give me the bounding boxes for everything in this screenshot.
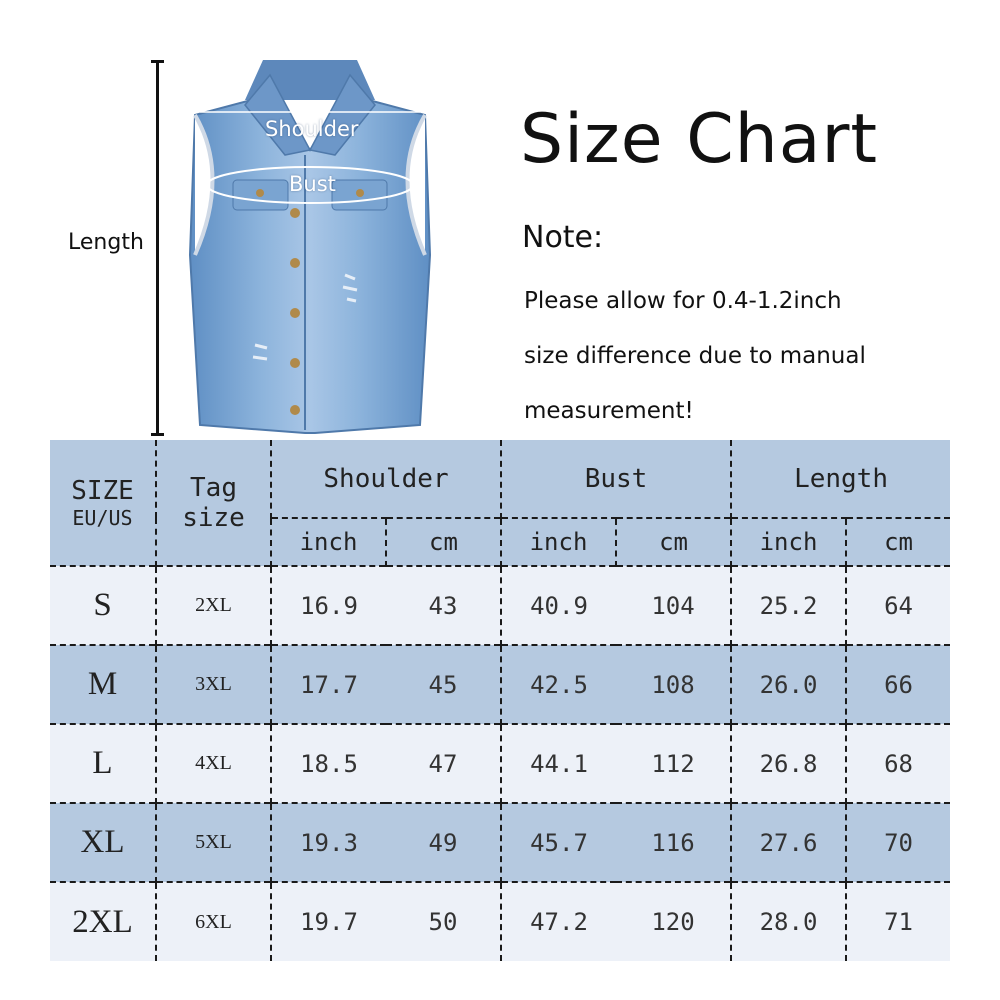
tag-cell: 4XL <box>156 724 271 803</box>
unit-shoulder-cm: cm <box>386 518 501 566</box>
tag-cell: 6XL <box>156 882 271 961</box>
bust-cm-cell: 116 <box>616 803 731 882</box>
length-inch-cell: 28.0 <box>731 882 846 961</box>
length-cm-cell: 68 <box>846 724 950 803</box>
length-inch-cell: 26.0 <box>731 645 846 724</box>
shoulder-inch-cell: 19.7 <box>271 882 386 961</box>
table-row <box>50 566 950 645</box>
tag-cell: 2XL <box>156 566 271 645</box>
bust-label: Bust <box>289 172 336 196</box>
size-cell: L <box>50 724 156 803</box>
shoulder-inch-cell: 16.9 <box>271 566 386 645</box>
length-cm-cell: 70 <box>846 803 950 882</box>
shoulder-cm-cell: 43 <box>386 566 501 645</box>
bust-inch-cell: 44.1 <box>501 724 616 803</box>
tag-header-line2: size <box>182 502 245 533</box>
size-cell: S <box>50 566 156 645</box>
bust-cm-cell: 112 <box>616 724 731 803</box>
tag-cell: 5XL <box>156 803 271 882</box>
bust-inch-cell: 42.5 <box>501 645 616 724</box>
shoulder-cm-cell: 47 <box>386 724 501 803</box>
shoulder-label: Shoulder <box>265 117 359 141</box>
tag-header-line1: Tag <box>190 472 237 503</box>
size-cell: XL <box>50 803 156 882</box>
table-row <box>50 645 950 724</box>
size-header <box>50 440 156 566</box>
length-cm-cell: 71 <box>846 882 950 961</box>
shoulder-header: Shoulder <box>271 440 501 518</box>
shoulder-cm-cell: 50 <box>386 882 501 961</box>
bust-inch-cell: 47.2 <box>501 882 616 961</box>
size-header-line1: SIZE <box>71 475 134 506</box>
note-heading: Note: <box>522 220 604 255</box>
bust-cm-cell: 120 <box>616 882 731 961</box>
table-header-row <box>50 440 950 518</box>
length-cm-cell: 66 <box>846 645 950 724</box>
shoulder-inch-cell: 18.5 <box>271 724 386 803</box>
unit-length-cm: cm <box>846 518 950 566</box>
note-line-1: Please allow for 0.4-1.2inch <box>524 288 842 314</box>
length-label: Length <box>68 230 144 255</box>
table-row <box>50 803 950 882</box>
bust-cm-cell: 108 <box>616 645 731 724</box>
length-cm-cell: 64 <box>846 566 950 645</box>
table-row <box>50 882 950 961</box>
length-inch-cell: 27.6 <box>731 803 846 882</box>
size-table <box>50 440 950 961</box>
denim-vest-image <box>175 55 445 440</box>
shoulder-inch-cell: 17.7 <box>271 645 386 724</box>
page-title: Size Chart <box>520 100 879 179</box>
tag-size-header <box>156 440 271 566</box>
bust-header: Bust <box>501 440 731 518</box>
shoulder-cm-cell: 49 <box>386 803 501 882</box>
unit-length-inch: inch <box>731 518 846 566</box>
shoulder-cm-cell: 45 <box>386 645 501 724</box>
bust-inch-cell: 40.9 <box>501 566 616 645</box>
length-inch-cell: 25.2 <box>731 566 846 645</box>
unit-shoulder-inch: inch <box>271 518 386 566</box>
note-line-3: measurement! <box>524 398 694 424</box>
table-row <box>50 724 950 803</box>
note-line-2: size difference due to manual <box>524 343 866 369</box>
size-cell: 2XL <box>50 882 156 961</box>
bust-inch-cell: 45.7 <box>501 803 616 882</box>
length-measure-line <box>156 60 159 436</box>
bust-cm-cell: 104 <box>616 566 731 645</box>
size-cell: M <box>50 645 156 724</box>
unit-bust-cm: cm <box>616 518 731 566</box>
unit-bust-inch: inch <box>501 518 616 566</box>
length-header: Length <box>731 440 950 518</box>
tag-cell: 3XL <box>156 645 271 724</box>
shoulder-inch-cell: 19.3 <box>271 803 386 882</box>
length-inch-cell: 26.8 <box>731 724 846 803</box>
size-header-line2: EU/US <box>72 505 133 530</box>
